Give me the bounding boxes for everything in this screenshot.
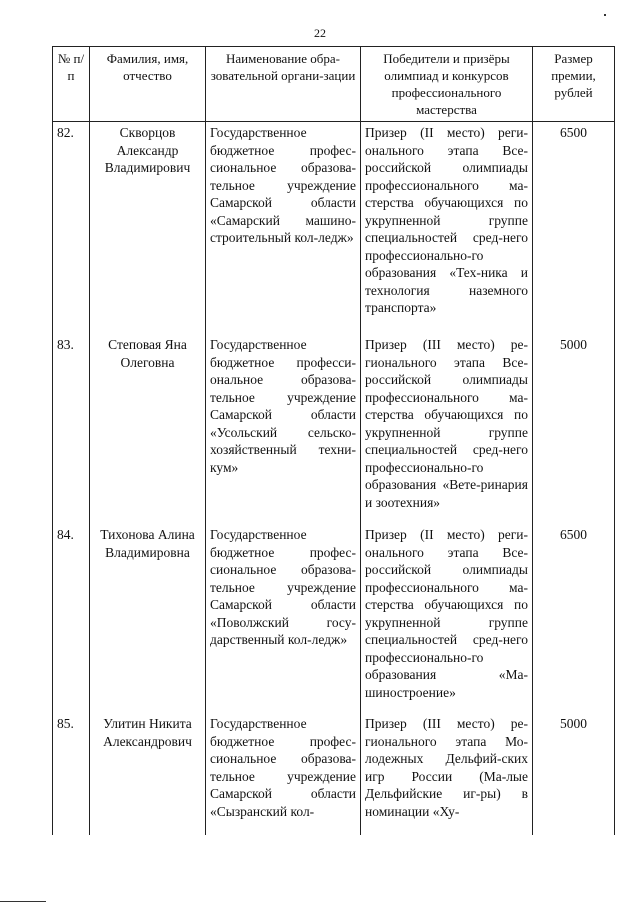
organization-name: Государственное бюджетное професси-ональное образова-тельное учреждение Самарской области «Усольский сельско-хозяйственный техни-кум» [206,334,361,524]
header-number: № п/п [53,47,90,122]
prize-amount: 5000 [533,334,615,524]
organization-name: Государственное бюджетное профес-сиональное образова-тельное учреждение Самарской области «Самарский машино-строительный кол-ледж» [206,122,361,335]
row-number: 85. [53,713,90,835]
table-row [53,713,615,835]
row-number: 84. [53,524,90,713]
achievement-text: Призер (III место) ре-гионального этапа Все-российской олимпиады профессионального ма-стерства обучающихся по укрупненной группе специальностей сред-него профессионально-го образования «Вете-ринария и зоотехния» [361,334,533,524]
row-number: 82. [53,122,90,335]
student-name: Степовая Яна Олеговна [90,334,206,524]
organization-name: Государственное бюджетное профес-сиональное образова-тельное учреждение Самарской области «Поволжский госу-дарственный кол-ледж» [206,524,361,713]
row-number: 83. [53,334,90,524]
student-name: Тихонова Алина Владимировна [90,524,206,713]
table-row [53,122,615,335]
scan-edge-line [0,901,46,902]
prize-amount: 6500 [533,122,615,335]
achievement-text: Призер (III место) ре-гионального этапа Мо-лодежных Дельфий-ских игр России (Ма-лые Дельфийские иг-ры) в номинации «Ху- [361,713,533,835]
achievement-text: Призер (II место) реги-онального этапа Все-российской олимпиады профессионального ма-стерства обучающихся по укрупненной группе специальностей сред-него профессионально-го образования «Тех-ника и технология наземного транспорта» [361,122,533,335]
header-full-name: Фамилия, имя, отчество [90,47,206,122]
table-header-row [53,47,615,122]
student-name: Улитин Никита Александрович [90,713,206,835]
page-number: 22 [314,26,326,40]
table-row [53,524,615,713]
header-achievement: Победители и призёры олимпиад и конкурсов профессионального мастерства [361,47,533,122]
prize-amount: 5000 [533,713,615,835]
header-organization: Наименование обра-зовательной органи-зации [206,47,361,122]
header-prize: Размер премии, рублей [533,47,615,122]
organization-name: Государственное бюджетное профес-сиональное образова-тельное учреждение Самарской области «Сызранский кол- [206,713,361,835]
table-row [53,334,615,524]
awards-table [52,46,615,835]
scan-speck [604,14,606,16]
achievement-text: Призер (II место) реги-онального этапа Все-российской олимпиады профессионального ма-стерства обучающихся по укрупненной группе специальностей сред-него профессионально-го образования «Ма-шиностроение» [361,524,533,713]
student-name: Скворцов Александр Владимирович [90,122,206,335]
prize-amount: 6500 [533,524,615,713]
